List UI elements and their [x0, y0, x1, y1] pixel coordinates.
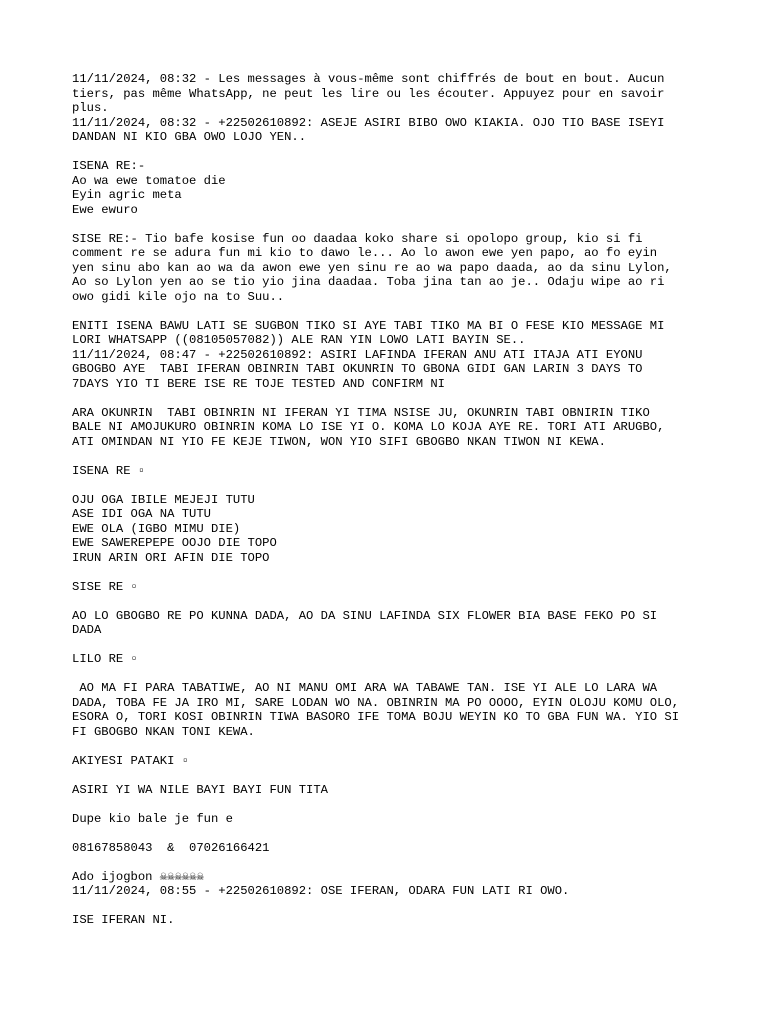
text-line: BALE NI AMOJUKURO OBINRIN KOMA LO ISE YI O. KOMA LO KOJA AYE RE. TORI ATI ARUGBO, [72, 420, 665, 434]
text-line: DANDAN NI KIO GBA OWO LOJO YEN.. [72, 130, 307, 144]
text-line: 08167858043 & 07026166421 [72, 840, 270, 855]
text-line: ASIRI YI WA NILE BAYI BAYI FUN TITA [72, 782, 328, 797]
text-line: ISE IFERAN NI. [72, 913, 175, 927]
text-line: SISE RE ▫ [72, 579, 138, 594]
text-line [72, 594, 712, 609]
text-line: Ao wa ewe tomatoe die [72, 173, 226, 188]
text-line: EWE SAWEREPEPE OOJO DIE TOPO [72, 536, 277, 550]
text-line [72, 449, 712, 464]
text-line: SISE RE:- Tio bafe kosise fun oo daadaa koko share si opolopo group, kio si fi [72, 231, 643, 246]
text-line [72, 899, 712, 914]
text-line [72, 565, 712, 580]
text-line: LORI WHATSAPP ((08105057082)) ALE RAN YIN LOWO LATI BAYIN SE.. [72, 333, 526, 347]
chat-export-page [72, 72, 712, 928]
text-line: Dupe kio bale je fun e [72, 811, 233, 826]
text-line: OJU OGA IBILE MEJEJI TUTU [72, 492, 255, 507]
text-line: ISENA RE ▫ [72, 463, 146, 478]
text-line: DADA, TOBA FE JA IRO MI, SARE LODAN WO NA. OBINRIN MA PO OOOO, EYIN OLOJU KOMU OLO, [72, 695, 680, 710]
text-line: LILO RE ▫ [72, 652, 138, 666]
text-line: FI GBOGBO NKAN TONI KEWA. [72, 724, 255, 739]
text-line: ARA OKUNRIN TABI OBINRIN NI IFERAN YI TIMA NSISE JU, OKUNRIN TABI OBNIRIN TIKO [72, 405, 650, 420]
text-line: 11/11/2024, 08:55 - +22502610892: OSE IFERAN, ODARA FUN LATI RI OWO. [72, 884, 570, 898]
text-line: yen sinu abo kan ao wa da awon ewe yen sinu re ao wa papo daada, ao da sinu Lylon, [72, 260, 672, 275]
text-line: AO MA FI PARA TABATIWE, AO NI MANU OMI ARA WA TABAWE TAN. ISE YI ALE LO LARA WA [72, 681, 658, 695]
text-line: DADA [72, 623, 102, 637]
text-line: comment re se adura fun mi kio to dawo le... Ao lo awon ewe yen papo, ao fo eyin [72, 246, 658, 260]
text-line [72, 304, 712, 319]
text-line [72, 638, 712, 653]
text-line [72, 855, 712, 870]
text-line: Ewe ewuro [72, 202, 138, 217]
text-line [72, 391, 712, 406]
text-line: IRUN ARIN ORI AFIN DIE TOPO [72, 550, 270, 565]
text-line: 11/11/2024, 08:32 - +22502610892: ASEJE ASIRI BIBO OWO KIAKIA. OJO TIO BASE ISEYI [72, 115, 665, 130]
text-line: 7DAYS YIO TI BERE ISE RE TOJE TESTED AND CONFIRM NI [72, 376, 445, 391]
text-line [72, 667, 712, 682]
text-line: EWE OLA (IGBO MIMU DIE) [72, 521, 241, 536]
text-line: ESORA O, TORI KOSI OBINRIN TIWA BASORO IFE TOMA BOJU WEYIN KO TO GBA FUN WA. YIO SI [72, 710, 680, 724]
text-line: owo gidi kile ojo na to Suu.. [72, 289, 285, 304]
text-line: tiers, pas même WhatsApp, ne peut les lire ou les écouter. Appuyez pour en savoir [72, 86, 665, 101]
text-line: ENITI ISENA BAWU LATI SE SUGBON TIKO SI AYE TABI TIKO MA BI O FESE KIO MESSAGE MI [72, 318, 665, 333]
text-line: GBOGBO AYE TABI IFERAN OBINRIN TABI OKUNRIN TO GBONA GIDI GAN LARIN 3 DAYS TO [72, 362, 643, 376]
text-line: 11/11/2024, 08:32 - Les messages à vous-même sont chiffrés de bout en bout. Aucun [72, 72, 665, 86]
text-line [72, 768, 712, 783]
text-line [72, 145, 712, 160]
text-line: ATI OMINDAN NI YIO FE KEJE TIWON, WON YIO SIFI GBOGBO NKAN TIWON NI KEWA. [72, 434, 606, 449]
text-line [72, 739, 712, 754]
text-line: plus. [72, 101, 109, 115]
text-line: Ao so Lylon yen ao se tio yio jina daadaa. Toba jina tan ao je.. Odaju wipe ao ri [72, 275, 665, 289]
text-line: 11/11/2024, 08:47 - +22502610892: ASIRI LAFINDA IFERAN ANU ATI ITAJA ATI EYONU [72, 347, 643, 362]
text-line: AKIYESI PATAKI ▫ [72, 753, 190, 768]
text-line: Ado ijogbon ☠☠☠☠☠☠ [72, 869, 204, 884]
text-line: ISENA RE:- [72, 159, 146, 173]
text-line [72, 826, 712, 841]
text-line: AO LO GBOGBO RE PO KUNNA DADA, AO DA SINU LAFINDA SIX FLOWER BIA BASE FEKO PO SI [72, 608, 658, 623]
text-line [72, 797, 712, 812]
text-line: ASE IDI OGA NA TUTU [72, 507, 211, 521]
text-line: Eyin agric meta [72, 188, 182, 202]
text-line [72, 217, 712, 232]
text-line [72, 478, 712, 493]
